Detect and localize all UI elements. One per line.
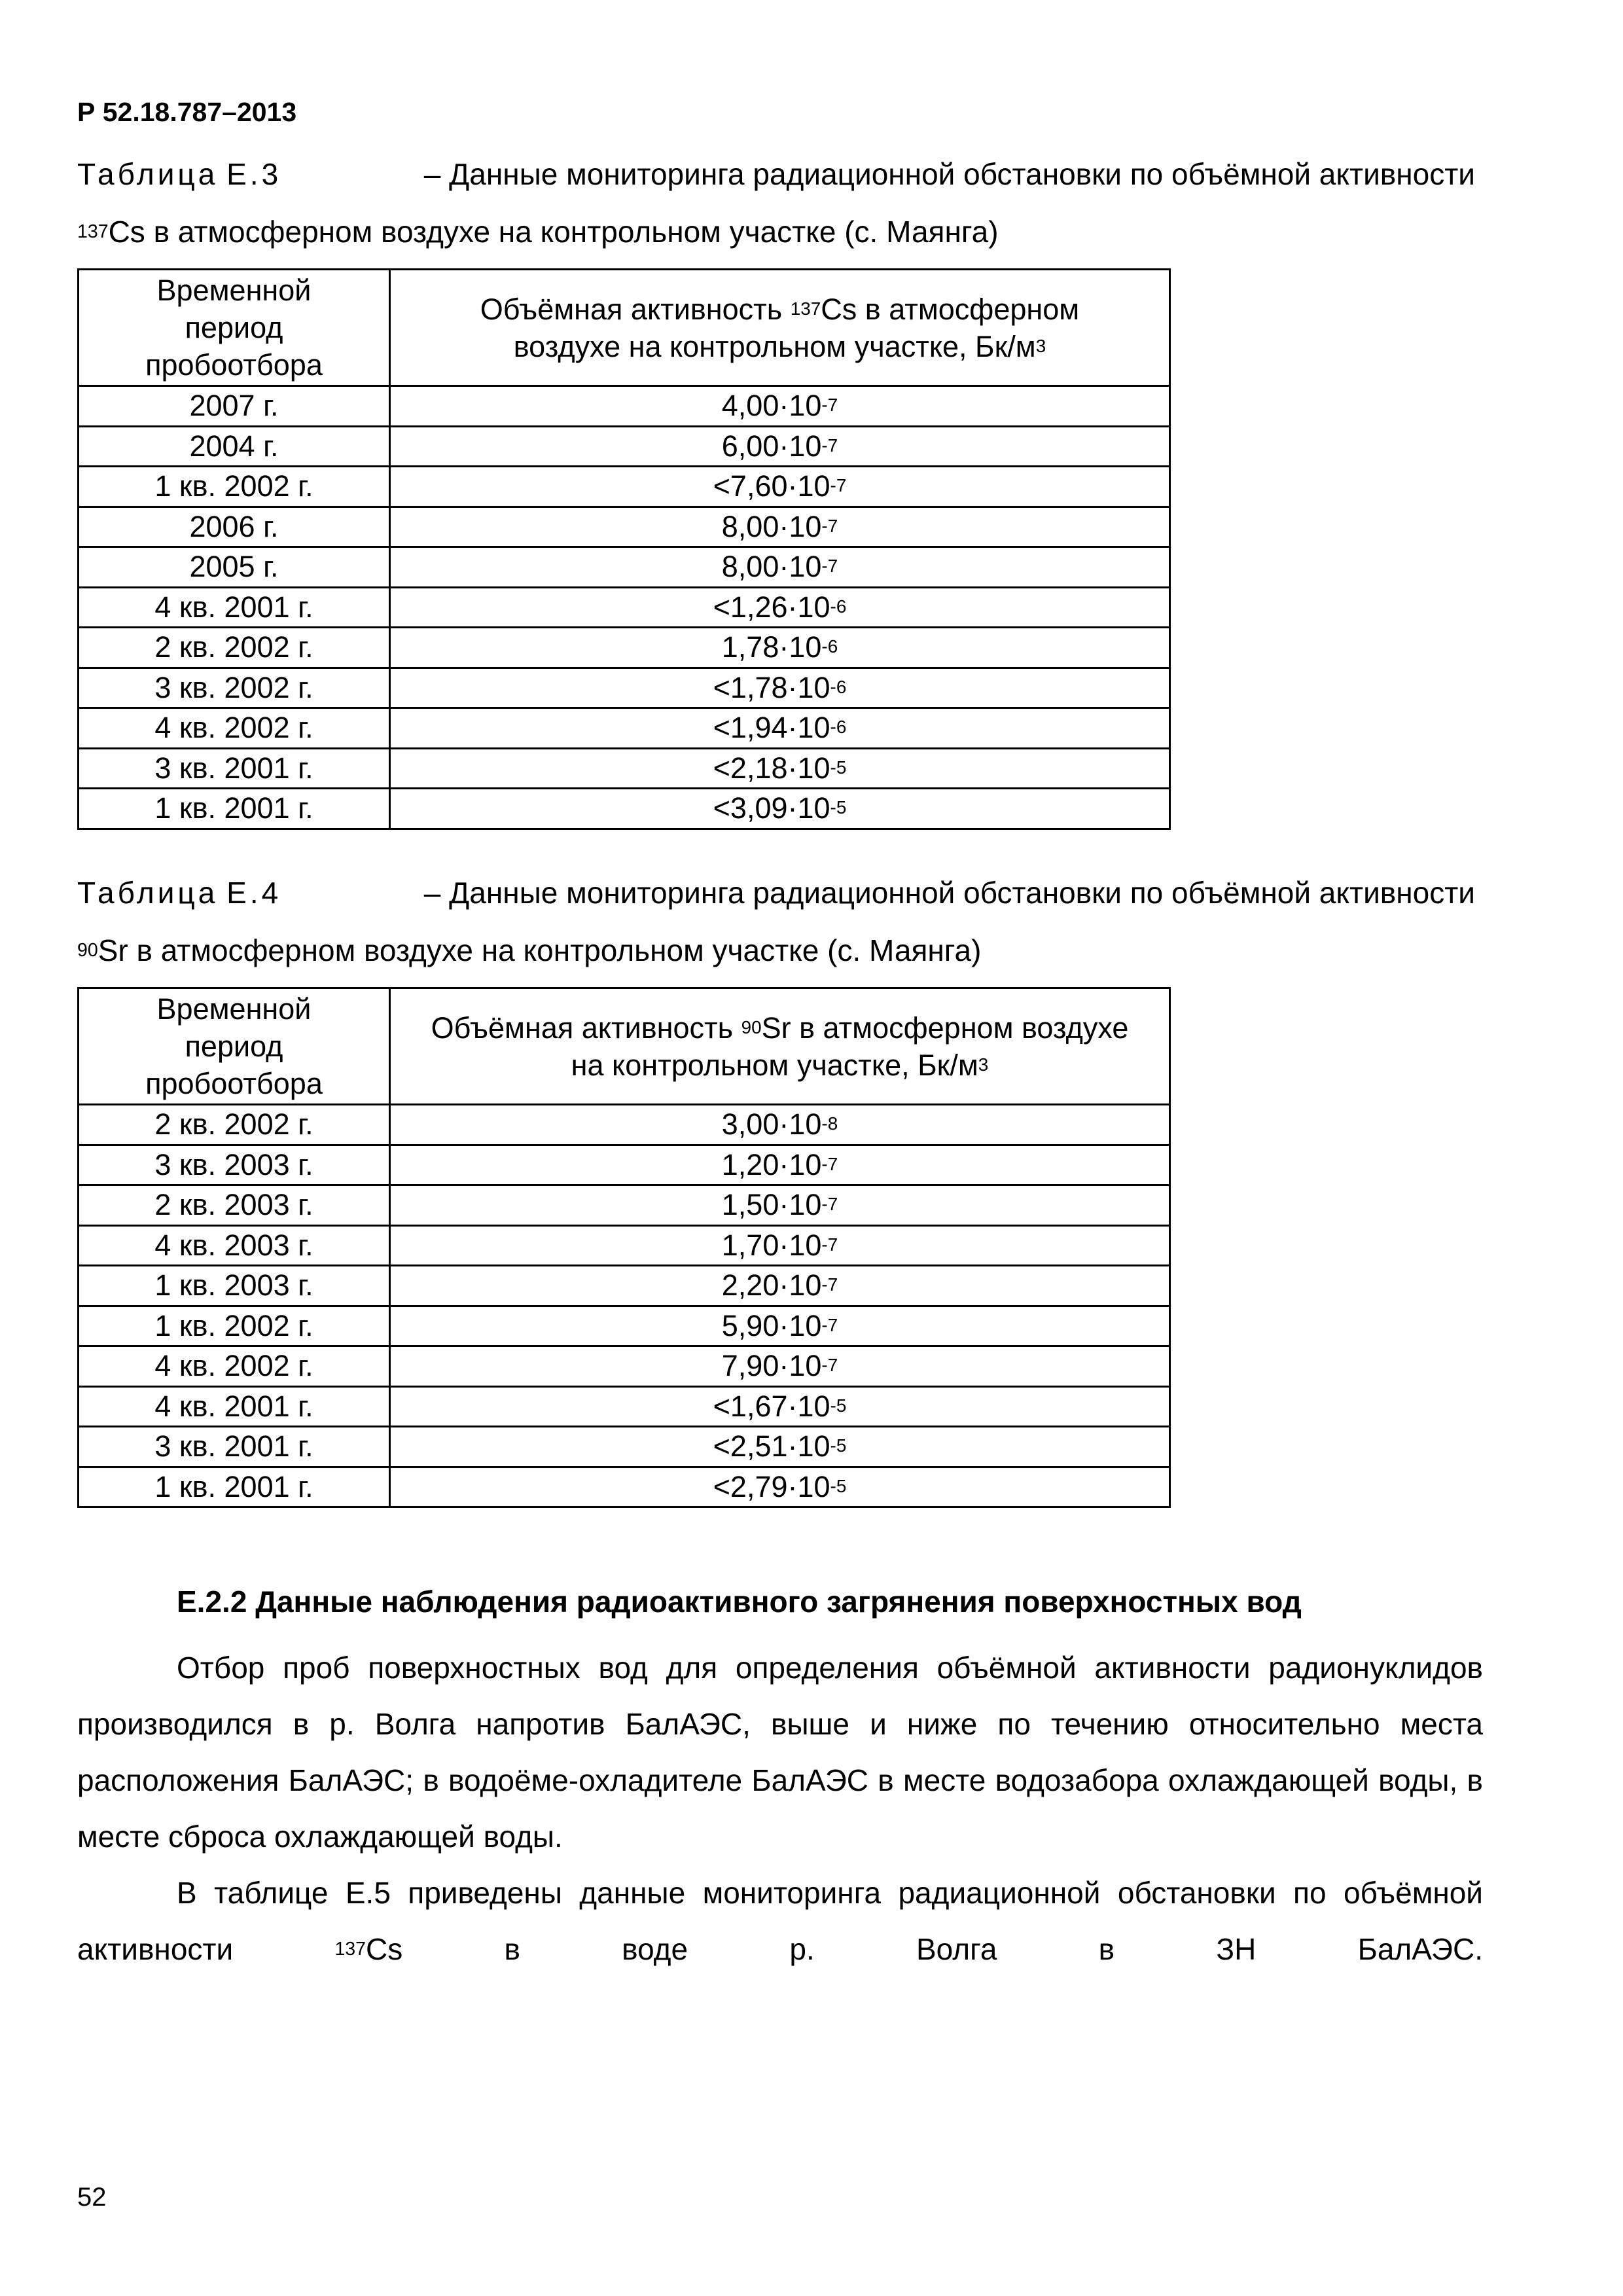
table-e3-number: Е.3: [226, 157, 282, 191]
table-row: [79, 1185, 1170, 1226]
period-cell: 3 кв. 2002 г.: [79, 668, 390, 708]
activity-cell: $8,00\cdot 10^{-7}$: [390, 547, 1170, 588]
table-row: [79, 789, 1170, 829]
table-row: [79, 467, 1170, 507]
table-row: [79, 748, 1170, 789]
section-body: [77, 1640, 1483, 1977]
period-column-header: Временной период пробоотбора: [79, 270, 390, 386]
table-e3-caption: [77, 145, 1475, 260]
period-cell: 2004 г.: [79, 426, 390, 467]
activity-cell: $2,20\cdot 10^{-7}$: [390, 1266, 1170, 1306]
activity-cell: $<1,67\cdot 10^{-5}$: [390, 1386, 1170, 1427]
activity-cell: $<1,94\cdot 10^{-6}$: [390, 708, 1170, 749]
activity-cell: $<2,51\cdot 10^{-5}$: [390, 1427, 1170, 1467]
activity-cell: $7,90\cdot 10^{-7}$: [390, 1346, 1170, 1387]
table-row: [79, 1386, 1170, 1427]
isotope-mass: 90: [77, 939, 98, 961]
paragraph-1: Отбор проб поверхностных вод для определения объёмной активности радионуклидов производился в р. Волга напротив БалАЭС, выше и ниже по течению относительно места расположения БалАЭС; в водоёме-охладителе БалАЭС в месте водозабора охлаждающей воды, в месте сброса охлаждающей воды.: [77, 1651, 1483, 1854]
table-e4: [77, 987, 1171, 1508]
document-code: Р 52.18.787–2013: [77, 97, 297, 127]
period-cell: 3 кв. 2001 г.: [79, 748, 390, 789]
table-e4-number: Е.4: [226, 876, 282, 910]
activity-cell: $6,00\cdot 10^{-7}$: [390, 426, 1170, 467]
activity-cell: $3,00\cdot 10^{-8}$: [390, 1105, 1170, 1145]
table-row: [79, 1427, 1170, 1467]
period-cell: 2 кв. 2002 г.: [79, 628, 390, 668]
table-row: [79, 708, 1170, 749]
table-row: [79, 1467, 1170, 1507]
activity-column-header: Объёмная активность $^{90}$Sr в атмосферном воздухе на контрольном участке, $Бк/м^3$: [390, 988, 1170, 1105]
period-cell: 2 кв. 2003 г.: [79, 1185, 390, 1226]
period-cell: 1 кв. 2002 г.: [79, 467, 390, 507]
table-row: [79, 507, 1170, 547]
period-cell: 2 кв. 2002 г.: [79, 1105, 390, 1145]
table-row: [79, 386, 1170, 427]
table-row: [79, 1306, 1170, 1346]
activity-cell: $<1,78\cdot 10^{-6}$: [390, 668, 1170, 708]
table-e4-caption-line2: Sr в атмосферном воздухе на контрольном участке (с. Маянга): [98, 933, 982, 967]
table-e3-label: Таблица: [77, 157, 219, 191]
period-cell: 4 кв. 2001 г.: [79, 1386, 390, 1427]
activity-column-header: Объёмная активность $^{137}$Cs в атмосферном воздухе на контрольном участке, $Бк/м^3$: [390, 270, 1170, 386]
section-heading: Е.2.2 Данные наблюдения радиоактивного загрянения поверхностных вод: [177, 1585, 1302, 1619]
period-cell: 2007 г.: [79, 386, 390, 427]
table-header-row: [79, 988, 1170, 1105]
activity-cell: $5,90\cdot 10^{-7}$: [390, 1306, 1170, 1346]
activity-cell: $1,78\cdot 10^{-6}$: [390, 628, 1170, 668]
activity-cell: $<7,60\cdot 10^{-7}$: [390, 467, 1170, 507]
period-cell: 4 кв. 2001 г.: [79, 587, 390, 628]
table-row: [79, 1346, 1170, 1387]
period-cell: 3 кв. 2003 г.: [79, 1145, 390, 1185]
table-header-row: [79, 270, 1170, 386]
period-cell: 1 кв. 2001 г.: [79, 789, 390, 829]
period-cell: 4 кв. 2003 г.: [79, 1225, 390, 1266]
activity-cell: $1,70\cdot 10^{-7}$: [390, 1225, 1170, 1266]
table-row: [79, 668, 1170, 708]
activity-cell: $<3,09\cdot 10^{-5}$: [390, 789, 1170, 829]
table-row: [79, 1266, 1170, 1306]
activity-cell: $<2,18\cdot 10^{-5}$: [390, 748, 1170, 789]
period-cell: 4 кв. 2002 г.: [79, 708, 390, 749]
table-e3-caption-text: – Данные мониторинга радиационной обстановки по объёмной активности: [423, 157, 1475, 191]
table-e3-caption-line2: Cs в атмосферном воздухе на контрольном участке (с. Маянга): [108, 215, 999, 249]
period-cell: 1 кв. 2001 г.: [79, 1467, 390, 1507]
table-e3: [77, 268, 1171, 830]
table-row: [79, 547, 1170, 588]
activity-cell: $1,20\cdot 10^{-7}$: [390, 1145, 1170, 1185]
table-row: [79, 1105, 1170, 1145]
isotope-mass: 137: [77, 221, 109, 242]
table-row: [79, 1225, 1170, 1266]
paragraph-2: В таблице Е.5 приведены данные мониторинга радиационной обстановки по объёмной активности $^{137}$Cs в воде р. Волга в ЗН БалАЭС.: [77, 1876, 1483, 1966]
activity-cell: $<1,26\cdot 10^{-6}$: [390, 587, 1170, 628]
activity-cell: $1,50\cdot 10^{-7}$: [390, 1185, 1170, 1226]
table-e4-caption-text: – Данные мониторинга радиационной обстановки по объёмной активности: [423, 876, 1475, 910]
activity-cell: $<2,79\cdot 10^{-5}$: [390, 1467, 1170, 1507]
activity-cell: $4,00\cdot 10^{-7}$: [390, 386, 1170, 427]
period-cell: 1 кв. 2002 г.: [79, 1306, 390, 1346]
period-cell: 4 кв. 2002 г.: [79, 1346, 390, 1387]
period-cell: 2006 г.: [79, 507, 390, 547]
table-e4-caption: [77, 864, 1475, 979]
table-row: [79, 587, 1170, 628]
table-e4-label: Таблица: [77, 876, 219, 910]
period-cell: 2005 г.: [79, 547, 390, 588]
activity-cell: $8,00\cdot 10^{-7}$: [390, 507, 1170, 547]
period-cell: 1 кв. 2003 г.: [79, 1266, 390, 1306]
table-row: [79, 628, 1170, 668]
period-column-header: Временной период пробоотбора: [79, 988, 390, 1105]
table-row: [79, 1145, 1170, 1185]
period-cell: 3 кв. 2001 г.: [79, 1427, 390, 1467]
page-number: 52: [77, 2183, 107, 2212]
table-row: [79, 426, 1170, 467]
